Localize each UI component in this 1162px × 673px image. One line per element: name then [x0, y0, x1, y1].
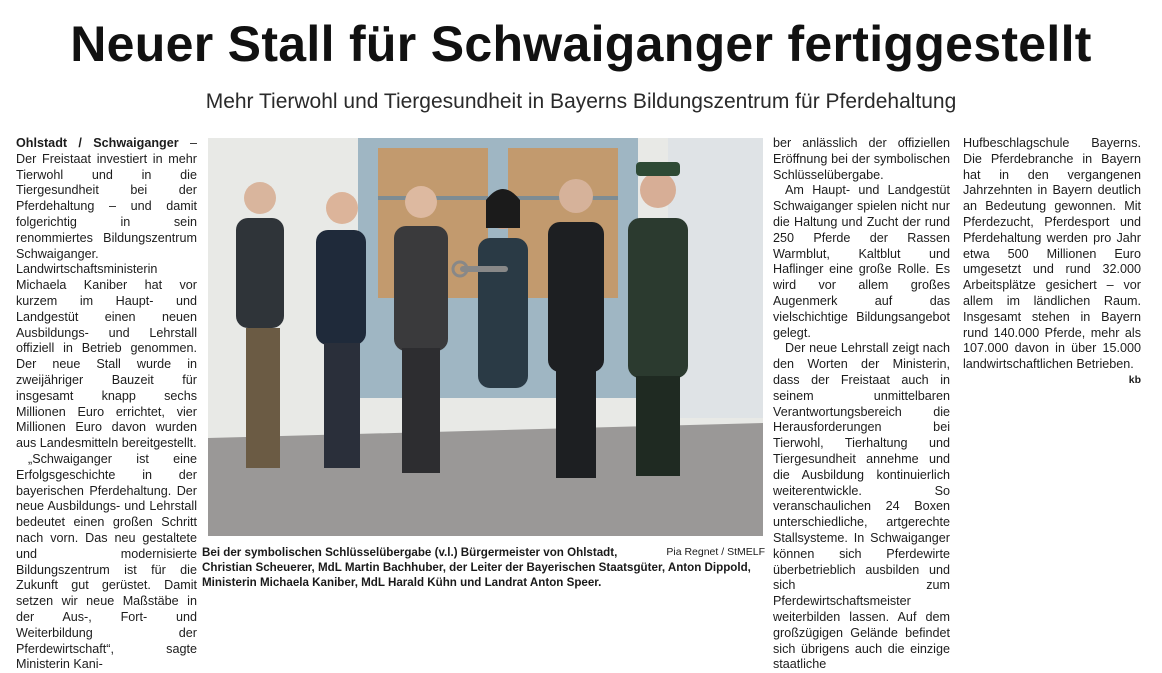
headline: Neuer Stall für Schwaiganger fertiggestellt	[70, 16, 1092, 72]
article-column-4	[963, 136, 1141, 389]
paragraph	[963, 136, 1141, 386]
paragraph	[16, 136, 197, 452]
photo-credit: Pia Regnet / StMELF	[666, 546, 765, 558]
paragraph: Am Haupt- und Landgestüt Schwaiganger spielen nicht nur die Haltung und Zucht der rund 250 Pferde der Rassen Warmblut, Kaltblut und Haflinger eine große Rolle. Es wird vor allem großes Augenmerk auf das vielschichtige Bildungsangebot gelegt.	[773, 183, 950, 340]
author-signature: kb	[1128, 373, 1141, 386]
paragraph-text: – Der Freistaat investiert in mehr Tierwohl und in die Tiergesundheit bei der Pferdehaltung – und damit folgerichtig in sein renommiertes Bildungszentrum Schwaiganger. Landwirtschaftsministerin Michaela Kaniber hat vor kurzem im Haupt- und Landgestüt einen neuen Ausbildungs- und Lehrstall offiziell in Betrieb genommen. Der neue Stall wurde in zweijähriger Bauzeit für insgesamt knapp sechs Millionen Euro errichtet, vier Millionen Euro davon wurden aus Landesmitteln bereitgestellt.	[16, 136, 197, 451]
article-column-1	[16, 136, 197, 673]
paragraph: ber anlässlich der offiziellen Eröffnung bei der symbolischen Schlüsselübergabe.	[773, 136, 950, 182]
paragraph: Der neue Lehrstall zeigt nach den Worten der Ministerin, dass der Freistaat auch in seinem unmittelbaren Verantwortungsbereich die Herausforderungen bei Tierwohl, Tierhaltung und Tiergesundheit annehme und die Ausbildung kontinuierlich weiterentwickle. So veranschaulichen 24 Boxen unterschiedliche, artgerechte Stallsysteme. In Schwaiganger können sich Pferdewirte überbetrieblich ausbilden und sich zum Pferdewirtschaftsmeister weiterbilden lassen. Auf dem großzügigen Gelände befindet sich übrigens auch die einzige staatliche	[773, 341, 950, 672]
photo-caption	[202, 545, 765, 590]
paragraph-text: Hufbeschlagschule Bayerns. Die Pferdebranche in Bayern hat in den vergangenen Jahrzehnten in Bayern deutlich an Bedeutung gewonnen. Mit Pferdezucht, Pferdesport und Pferdehaltung werden pro Jahr etwa 500 Millionen Euro umgesetzt und rund 32.000 Arbeitsplätze gesichert – vor allem im ländlichen Raum. Insgesamt stehen in Bayern rund 140.000 Pferde, mehr als 107.000 davon in über 15.000 landwirtschaftlichen Betrieben.	[963, 136, 1141, 372]
article-photo	[208, 138, 763, 536]
article-column-3	[773, 136, 950, 673]
dateline: Ohlstadt / Schwaiganger	[16, 136, 179, 150]
paragraph: „Schwaiganger ist eine Erfolgsgeschichte in der bayerischen Pferdehaltung. Der neue Ausbildungs- und Lehrstall bedeutet einen großen Schritt nach vorn. Das neu gestaltete und modernisierte Bildungszentrum ist für die Zukunft gut gerüstet. Damit setzen wir neue Maßstäbe in der Aus-, Fort- und Weiterbildung der Pferdewirtschaft“, sagte Ministerin Kani-	[16, 451, 197, 672]
group-photo-illustration	[208, 138, 763, 536]
subheadline: Mehr Tierwohl und Tiergesundheit in Bayerns Bildungszentrum für Pferdehaltung	[205, 90, 957, 113]
caption-text: Bei der symbolischen Schlüsselübergabe (v.l.) Bürgermeister von Ohlstadt, Christian Scheuerer, MdL Martin Bachhuber, der Leiter der Bayerischen Staatsgüter, Anton Dippold, Ministerin Michaela Kaniber, MdL Harald Kühn und Landrat Anton Speer.	[202, 546, 751, 589]
